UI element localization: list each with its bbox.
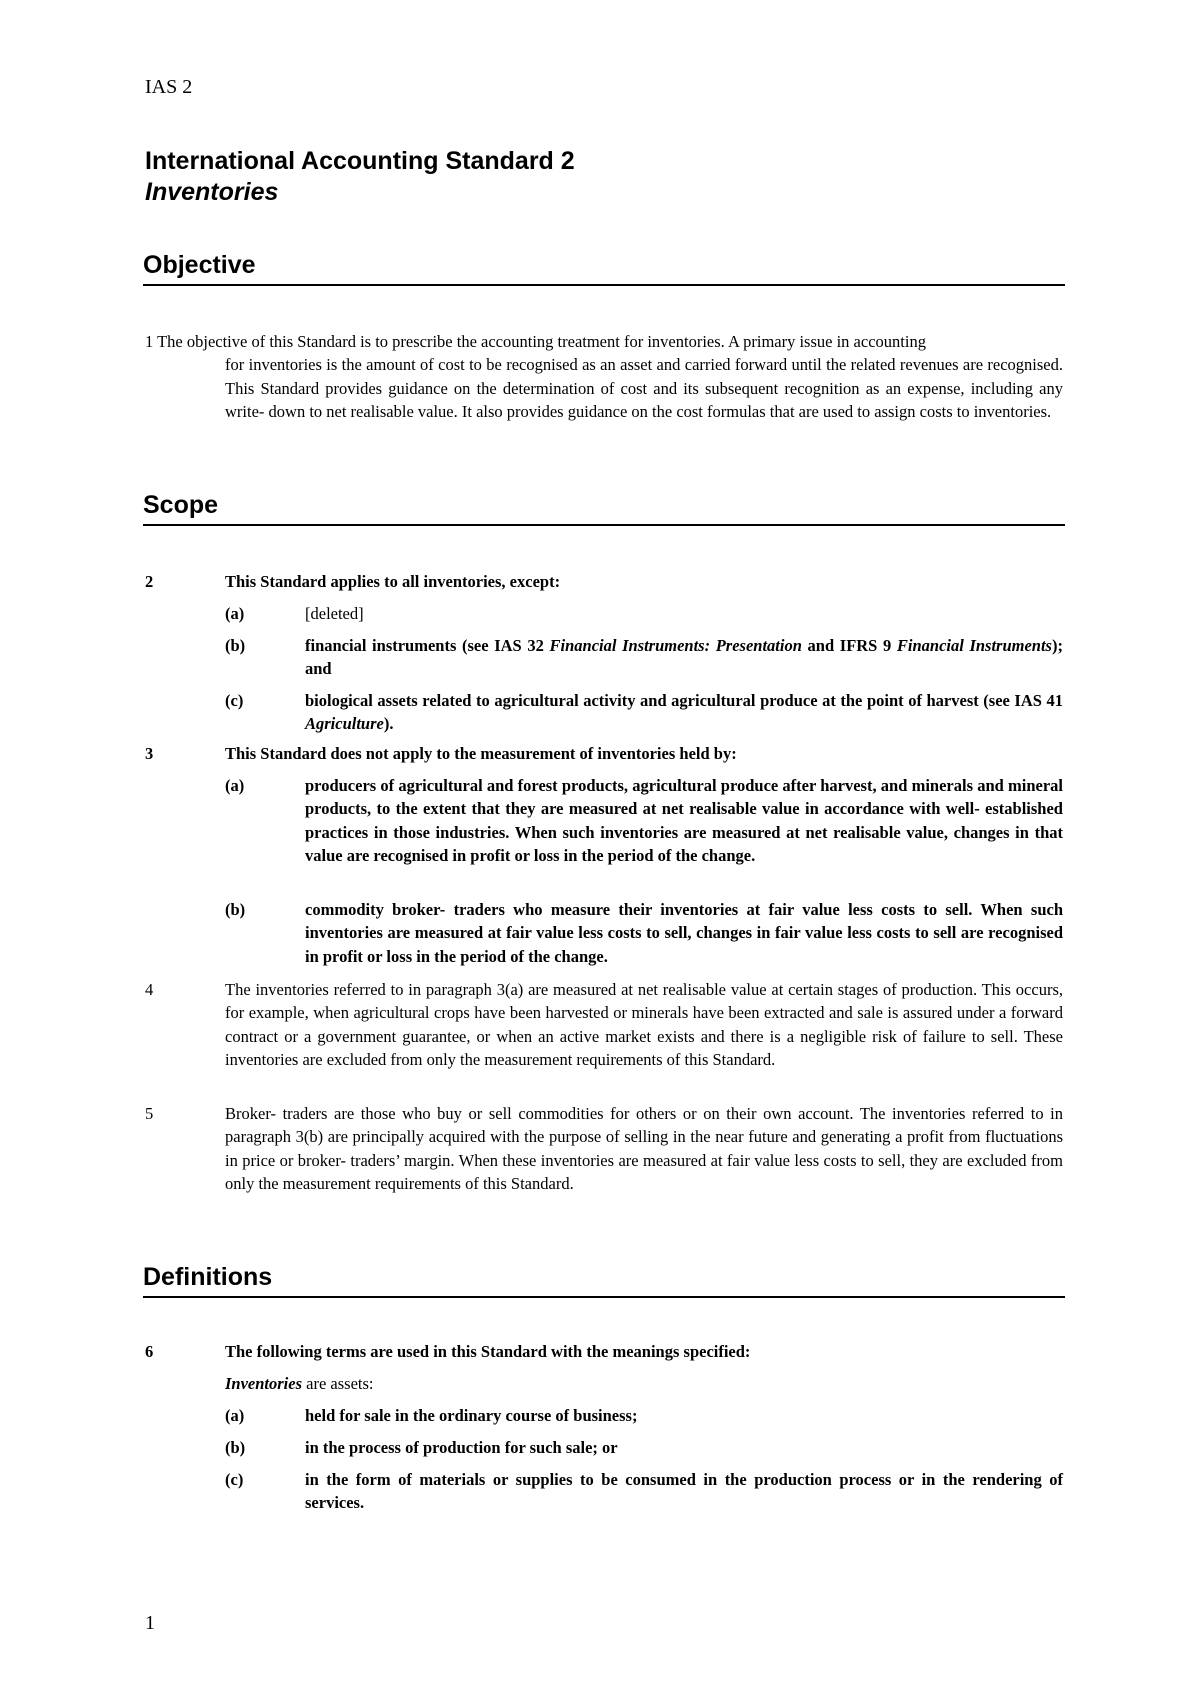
text-run: and IFRS 9	[801, 636, 897, 655]
item-label: (c)	[225, 691, 244, 710]
item-text: producers of agricultural and forest products, agricultural produce after harvest, and minerals and mineral products, to the extent that they are measured at net realisable value in accordance with well- established practices in those industries. When such inventories are measured at net realisable value, changes in that value are recognised in profit or loss in the period of the change.	[305, 776, 1063, 866]
paragraph-first-line: The objective of this Standard is to prescribe the accounting treatment for inventories. A primary issue in accounting	[157, 332, 926, 351]
running-header: IAS 2	[145, 76, 193, 98]
item-label: (a)	[225, 604, 245, 623]
item-text: commodity broker- traders who measure their inventories at fair value less costs to sell. When such inventories are measured at fair value less costs to sell, changes in fair value less costs to sell are recognised in profit or loss in the period of the change.	[305, 900, 1063, 966]
page-number: 1	[145, 1612, 155, 1634]
text-run: ).	[383, 714, 394, 734]
paragraph-6-text: The following terms are used in this Standard with the meanings specified:	[225, 1342, 751, 1361]
paragraph-2-text: This Standard applies to all inventories, except:	[225, 572, 561, 591]
definition-term-line	[225, 1372, 1063, 1395]
item-text	[305, 689, 1063, 736]
text-run: financial instruments (see IAS 32	[305, 636, 550, 655]
paragraph-3-text: This Standard does not apply to the measurement of inventories held by:	[225, 744, 737, 763]
definition-term: Inventories	[225, 1374, 303, 1393]
section-heading-objective: Objective	[143, 250, 1065, 286]
item-label: (b)	[225, 1438, 246, 1457]
title-sub: Inventories	[145, 178, 279, 206]
title-main: International Accounting Standard 2	[145, 147, 575, 175]
item-label: (a)	[225, 776, 245, 795]
text-run-italic: Financial Instruments: Presentation	[549, 636, 802, 655]
definition-term-rest: are assets:	[302, 1374, 374, 1393]
document-title	[145, 146, 575, 208]
item-label: (c)	[225, 1470, 244, 1489]
item-text: in the process of production for such sale; or	[305, 1438, 618, 1457]
paragraph-number-6: 6	[145, 1342, 154, 1361]
section-heading-definitions: Definitions	[143, 1262, 1065, 1298]
text-run-italic: Agriculture	[305, 714, 384, 734]
item-text: in the form of materials or supplies to be consumed in the production process or in the rendering of services.	[305, 1470, 1063, 1513]
paragraph-number-4: 4	[145, 980, 154, 999]
paragraph-1	[145, 330, 1063, 424]
item-label: (b)	[225, 636, 246, 655]
text-run: biological assets related to agricultural activity and agricultural produce at the point of harvest (see IAS 41	[305, 691, 1063, 710]
paragraph-number-5: 5	[145, 1104, 154, 1123]
item-text: [deleted]	[305, 604, 364, 623]
item-label: (a)	[225, 1406, 245, 1425]
section-heading-scope: Scope	[143, 490, 1065, 526]
item-text: held for sale in the ordinary course of business;	[305, 1406, 638, 1425]
paragraph-number-3: 3	[145, 744, 154, 763]
paragraph-number: 1	[145, 332, 154, 351]
paragraph-continuation: for inventories is the amount of cost to be recognised as an asset and carried forward until the related revenues are recognised. This Standard provides guidance on the determination of cost and its subsequent recognition as an expense, including any write- down to net realisable value. It also provides guidance on the cost formulas that are used to assign costs to inventories.	[225, 355, 1063, 422]
item-label: (b)	[225, 900, 246, 919]
paragraph-number-2: 2	[145, 572, 154, 591]
paragraph-4-text: The inventories referred to in paragraph 3(a) are measured at net realisable value at certain stages of production. This occurs, for example, when agricultural crops have been harvested or minerals have been extracted and sale is assured under a forward contract or a government guarantee, or when an active market exists and there is a negligible risk of failure to sell. These inventories are excluded from only the measurement requirements of this Standard.	[225, 980, 1063, 1070]
paragraph-5-text: Broker- traders are those who buy or sell commodities for others or on their own account. The inventories referred to in paragraph 3(b) are principally acquired with the purpose of selling in the near future and generating a profit from fluctuations in price or broker- traders’ margin. When these inventories are measured at fair value less costs to sell, they are excluded from only the measurement requirements of this Standard.	[225, 1104, 1063, 1194]
item-text	[305, 634, 1063, 681]
text-run-italic: Financial Instruments	[896, 636, 1052, 655]
text-run: ); and	[305, 636, 1063, 679]
